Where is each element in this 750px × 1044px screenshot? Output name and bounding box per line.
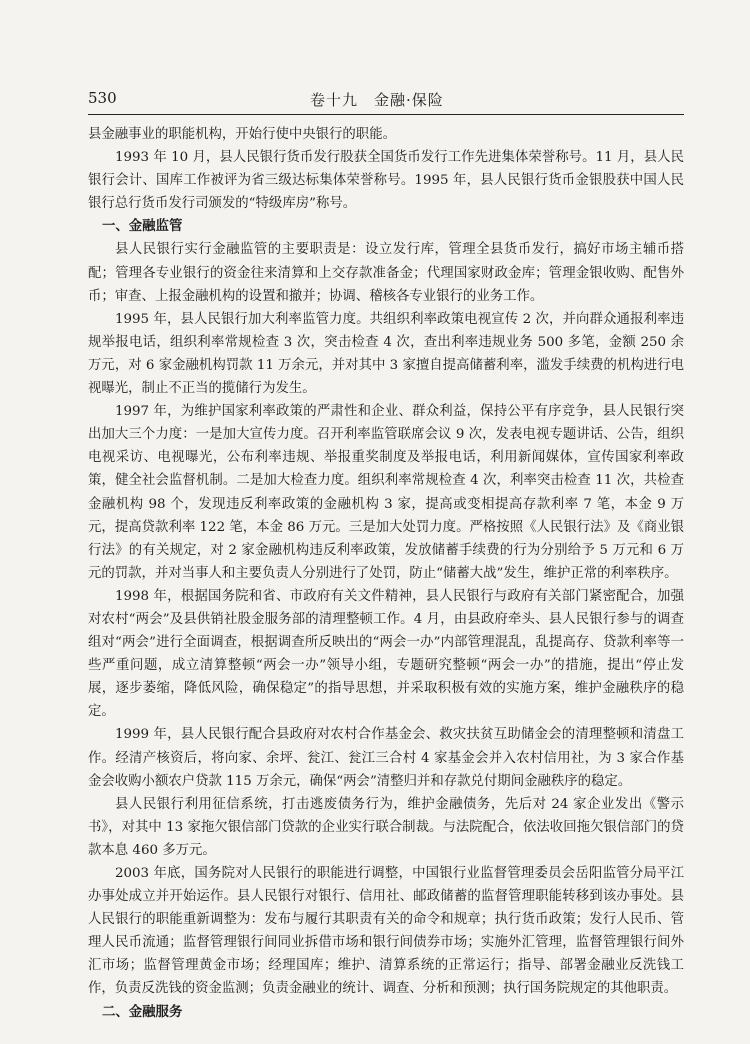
paragraph-1995: 1995 年，县人民银行加大利率监管力度。共组织利率政策电视宣传 2 次，并向群众通报利率违规举报电话，组织利率常规检查 3 次，突击检查 4 次，查出利率违规业务 500 多笔，金额 250 余万元，对 6 家金融机构罚款 11 万余元，并对其中 3 家擅自提高储蓄利率，滥发手续费的机构进行电视曝光，制止不正当的揽储行为发生。 <box>88 311 684 397</box>
paragraph-2003: 2003 年底，国务院对人民银行的职能进行调整，中国银行业监督管理委员会岳阳监管分局平江办事处成立并开始运作。县人民银行对银行、信用社、邮政储蓄的监督管理职能转移到该办事处。县人民银行的职能重新调整为：发布与履行其职责有关的命令和规章；执行货币政策；发行人民币、管理人民币流通；监督管理银行间同业拆借市场和银行间债券市场；实施外汇管理，监督管理银行间外汇市场；监督管理黄金市场；经理国库；维护、清算系统的正常运行；指导、部署金融业反洗钱工作，负责反洗钱的资金监测；负责金融业的统计、调查、分析和预测；执行国务院规定的其他职责。 <box>88 866 684 997</box>
page-header <box>88 89 680 113</box>
paragraph-1999: 1999 年，县人民银行配合县政府对农村合作基金会、救灾扶贫互助储金会的清理整顿和清盘工作。经清产核资后，将向家、余坪、瓮江、瓮江三合村 4 家基金会并入农村信用社，为 3 家合作基金会收购小额农户贷款 115 万余元，确保“两会”清整归并和存款兑付期间金融秩序的稳定。 <box>88 727 684 789</box>
body-text <box>88 123 684 1024</box>
paragraph-credit: 县人民银行利用征信系统，打击逃废债务行为，维护金融债务，先后对 24 家企业发出《警示书》，对其中 13 家拖欠银信部门贷款的企业实行联合制裁。与法院配合，依法收回拖欠银信部门的贷款本息 460 多万元。 <box>88 796 684 858</box>
page-number: 530 <box>88 89 117 107</box>
header-rule <box>88 114 684 115</box>
paragraph-intro: 县金融事业的职能机构，开始行使中央银行的职能。 <box>88 127 396 142</box>
running-head: 卷十九 金融·保险 <box>310 91 444 109</box>
paragraph-1993: 1993 年 10 月，县人民银行货币发行股获全国货币发行工作先进集体荣誉称号。11 月，县人民银行会计、国库工作被评为省三级达标集体荣誉称号。1995 年，县人民银行货币金银股获中国人民银行总行货币发行司颁发的“特级库房”称号。 <box>88 150 684 212</box>
section-heading-supervision: 一、金融监管 <box>102 219 183 235</box>
paragraph-1998: 1998 年，根据国务院和省、市政府有关文件精神，县人民银行与政府有关部门紧密配合，加强对农村“两会”及县供销社股金服务部的清理整顿工作。4 月，由县政府牵头、县人民银行参与的调查组对“两会”进行全面调查，根据调查所反映出的“两会一办”内部管理混乱，乱提高存、贷款利率等一些严重问题，成立清算整顿“两会一办”领导小组，专题研究整顿“两会一办”的措施，提出“停止发展，逐步萎缩，降低风险，确保稳定”的指导思想，并采取积极有效的实施方案，维护金融秩序的稳定。 <box>88 588 684 720</box>
paragraph-1997: 1997 年，为维护国家利率政策的严肃性和企业、群众利益，保持公平有序竞争，县人民银行突出加大三个力度：一是加大宣传力度。召开利率监管联席会议 9 次，发表电视专题讲话、公告，组织电视采访、电视曝光，公布利率违规、举报重奖制度及举报电话，利用新闻媒体，宣传国家利率政策，健全社会监督机制。二是加大检查力度。组织利率常规检查 4 次，利率突击检查 11 次，共检查金融机构 98 个，发现违反利率政策的金融机构 3 家，提高或变相提高存款利率 7 笔，本金 9 万元，提高贷款利率 122 笔，本金 86 万元。三是加大处罚力度。严格按照《人民银行法》及《商业银行法》的有关规定，对 2 家金融机构违反利率政策，发放储蓄手续费的行为分别给予 5 万元和 6 万元的罚款，并对当事人和主要负责人分别进行了处罚，防止“储蓄大战”发生，维护正常的利率秩序。 <box>88 404 684 581</box>
paragraph-duties: 县人民银行实行金融监管的主要职责是：设立发行库，管理全县货币发行，搞好市场主辅币搭配；管理各专业银行的资金往来清算和上交存款准备金；代理国家财政金库；管理金银收购、配售外币；审查、上报金融机构的设置和撤并；协调、稽核各专业银行的业务工作。 <box>88 242 684 304</box>
section-heading-services: 二、金融服务 <box>102 1004 183 1020</box>
